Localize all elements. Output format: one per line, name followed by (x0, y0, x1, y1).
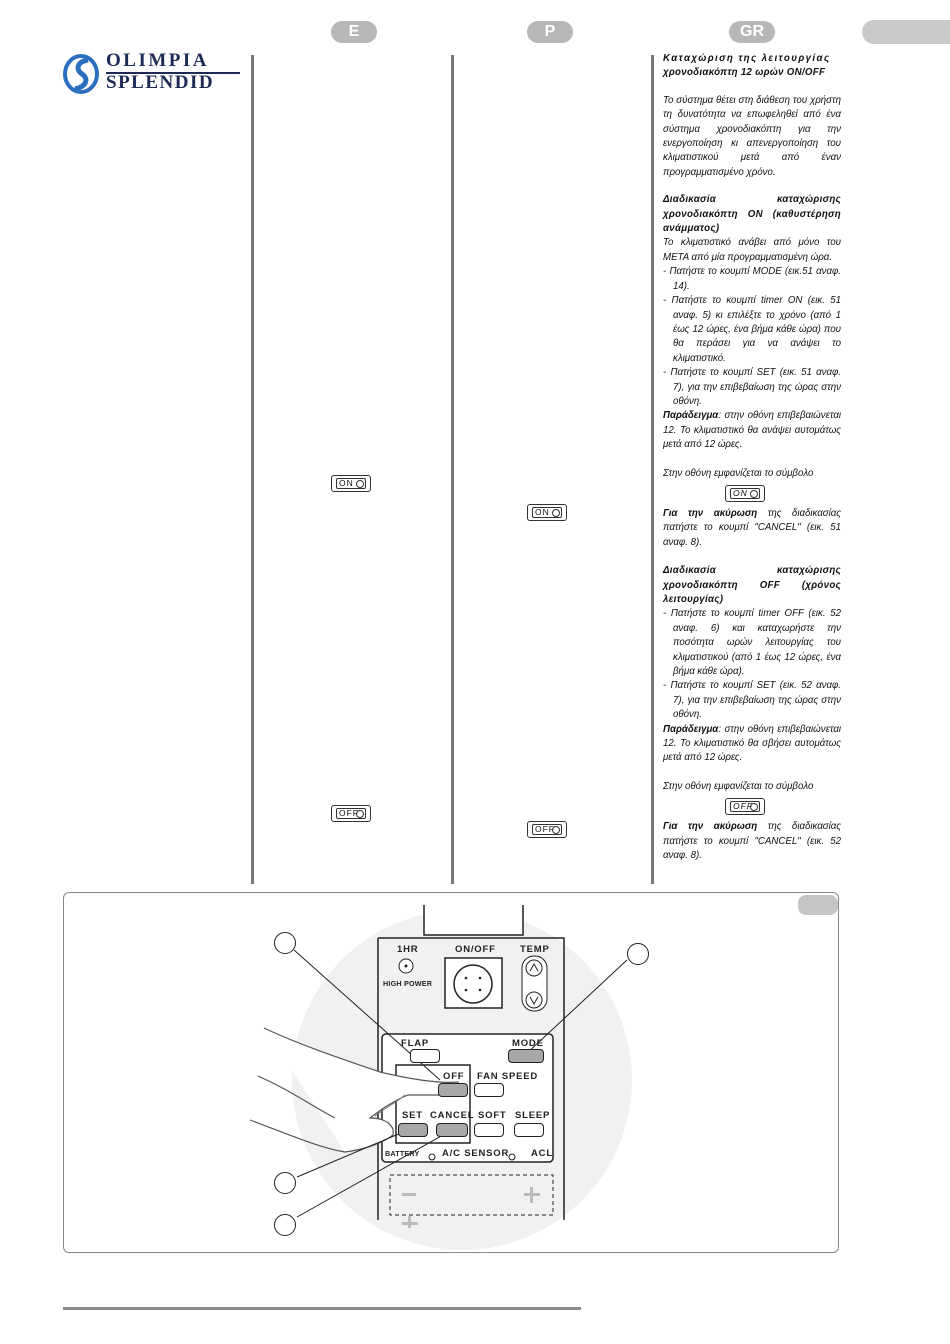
cancel-text: της διαδικασίας πατήστε το κουμπί "CANCEL" (εικ. 52 αναφ. 8). (663, 821, 842, 862)
timer-off-step: - Πατήστε το κουμπί timer OFF (εικ. 52 αναφ. 6) και καταχωρήστε την ποσότητα ωρών λειτουργίας του κλιματιστικού (από 1 έως 12 ώρες, ένα βήμα κάθε ώρα). (663, 608, 841, 678)
battery-led (429, 1154, 435, 1160)
off-label: OFF (443, 1071, 465, 1082)
timer-on-symbol-label: ON (730, 488, 760, 499)
symbol-shown-text: Στην οθόνη εμφανίζεται το σύμβολο (663, 780, 814, 792)
timer-off-symbol-label: OFF (532, 824, 562, 835)
timer-off-heading: Διαδικασία καταχώρισης χρονοδιακόπτη OFF (χρόνος λειτουργίας) (663, 565, 841, 605)
flap-label: FLAP (401, 1038, 430, 1049)
remote-display-top (424, 905, 523, 935)
sleep-label: SLEEP (515, 1110, 551, 1121)
callout-circle (274, 1172, 296, 1194)
example-text: : στην οθόνη επιβεβαιώνεται 12. Το κλιματιστικό θα ανάψει αυτομάτως μετά από 12 ώρες. (663, 410, 841, 451)
high-power-label: HIGH POWER (383, 979, 433, 988)
mode-button[interactable] (508, 1049, 544, 1063)
timer-on-step: - Πατήστε το κουμπί MODE (εικ.51 αναφ. 14). (663, 266, 841, 292)
callout-circle (627, 943, 649, 965)
section-title-line1: Καταχώριση της λειτουργίας (663, 53, 831, 64)
timer-off-step: - Πατήστε το κουμπί SET (εικ. 52 αναφ. 7), για την επιβεβαίωση της ώρας στην οθόνη. (663, 680, 841, 721)
one-hr-label: 1HR (397, 944, 419, 955)
set-button[interactable] (398, 1123, 428, 1137)
flap-button[interactable] (410, 1049, 440, 1063)
minus-icon (402, 1193, 416, 1196)
fan-speed-label: FAN SPEED (477, 1071, 539, 1082)
cancel-label: Για την ακύρωση (663, 821, 758, 833)
timer-on-step: - Πατήστε το κουμπί SET (εικ. 51 αναφ. 7), για την επιβεβαίωση της ώρας στην οθόνη. (663, 367, 841, 407)
timer-off-symbol-label: OFF (730, 801, 760, 812)
callout-circle (274, 1214, 296, 1236)
soft-button[interactable] (474, 1123, 504, 1137)
brand-line2: SPLENDID (106, 72, 215, 93)
section-title-line2: χρονοδιακόπτη 12 ωρών ON/OFF (663, 67, 826, 79)
cancel-label: Για την ακύρωση (663, 507, 758, 519)
intro-paragraph: Το σύστημα θέτει στη διάθεση του χρήστη τη δυνατότητα να επωφεληθεί από ένα σύστημα χρονοδιακόπτη για την ενεργοποίηση κι απενεργοποίηση του κλιματιστικού μετά από έναν προγραμματισμένο χρόνο. (663, 94, 841, 178)
fan-speed-button[interactable] (474, 1083, 504, 1097)
symbol-shown-text: Στην οθόνη εμφανίζεται το σύμβολο (663, 467, 814, 479)
brand-line1: OLIMPIA (106, 50, 209, 71)
timer-off-symbol-label: OFF (336, 808, 366, 819)
lang-badge-gr: GR (729, 21, 775, 43)
sensor-led (509, 1154, 515, 1160)
cancel-label: CANCEL (430, 1110, 475, 1121)
example-label: Παράδειγμα (663, 410, 719, 422)
on-off-button (454, 965, 492, 1003)
timer-on-symbol-label: ON (532, 507, 562, 518)
timer-off-button[interactable] (438, 1083, 468, 1097)
footer-rule (63, 1307, 581, 1310)
example-label: Παράδειγμα (663, 723, 719, 735)
cancel-text: της διαδικασίας πατήστε το κουμπί "CANCEL" (εικ. 51 αναφ. 8). (663, 507, 842, 548)
battery-label: BATTERY (385, 1149, 420, 1158)
callout-circle (274, 932, 296, 954)
cancel-button[interactable] (436, 1123, 468, 1137)
lang-badge-p: P (527, 21, 573, 43)
example-text: : στην οθόνη επιβεβαιώνεται 12. Το κλιματιστικό θα σβήσει αυτομάτως μετά από 12 ώρες. (663, 723, 841, 764)
set-label: SET (402, 1110, 423, 1121)
sleep-button[interactable] (514, 1123, 544, 1137)
timer-on-description: Το κλιματιστικό ανάβει από μόνο του ΜΕΤΑ από μία προγραμματισμένη ώρα. (663, 237, 841, 263)
mode-label: MODE (512, 1038, 544, 1049)
timer-on-heading: Διαδικασία καταχώρισης χρονοδιακόπτη ON (καθυστέρηση ανάμματος) (663, 194, 841, 235)
temp-label: TEMP (520, 944, 550, 955)
timer-on-symbol-label: ON (336, 478, 366, 489)
lang-badge-e: E (331, 21, 377, 43)
timer-on-step: - Πατήστε το κουμπί timer ON (εικ. 51 αναφ. 5) κι επιλέξτε το χρόνο (από 1 έως 12 ώρες, ένα βήμα κάθε ώρα) που θα περάσει για να ανάψει το κλιματιστικό. (663, 295, 841, 364)
acl-label: ACL (531, 1148, 553, 1159)
ac-sensor-label: A/C SENSOR (442, 1148, 510, 1159)
on-off-label: ON/OFF (455, 944, 496, 955)
soft-label: SOFT (478, 1110, 507, 1121)
